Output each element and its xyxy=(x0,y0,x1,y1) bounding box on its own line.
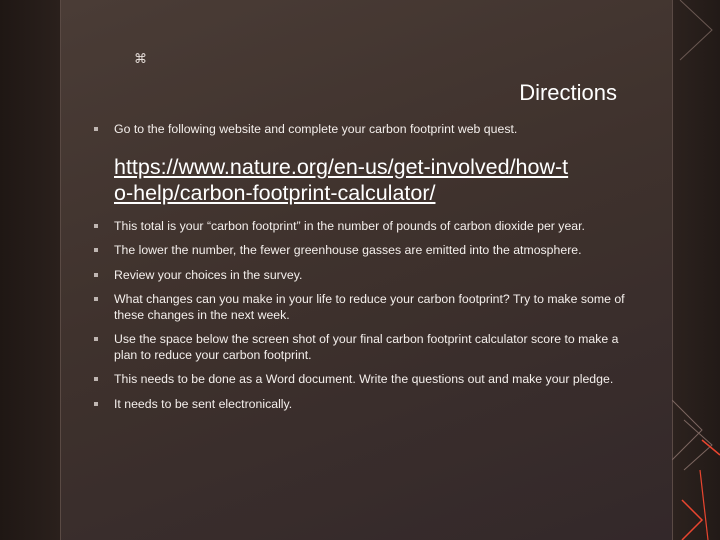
list-item-text: What changes can you make in your life to reduce your carbon footprint? Try to make some of these changes in the next week. xyxy=(114,292,625,322)
slide-title: Directions xyxy=(519,80,617,105)
decorative-chevrons xyxy=(672,0,720,540)
list-item-text: This total is your “carbon footprint” in the number of pounds of carbon dioxide per year. xyxy=(114,218,585,233)
list-item xyxy=(92,292,629,323)
list-item xyxy=(92,219,632,235)
list-item xyxy=(92,332,629,363)
bullet-icon xyxy=(94,402,98,406)
bullet-icon xyxy=(94,248,98,252)
list-item xyxy=(92,268,632,284)
list-item-text: This needs to be done as a Word document. Write the questions out and make your pledge. xyxy=(114,372,614,386)
bullet-icon xyxy=(94,224,98,228)
list-item xyxy=(92,372,629,388)
background-left xyxy=(0,0,60,540)
list-item-text: It needs to be sent electronically. xyxy=(114,396,293,411)
list-item-text: Use the space below the screen shot of your final carbon footprint calculator score to make a plan to reduce your carbon footprint. xyxy=(114,332,619,362)
list-item-text: Review your choices in the survey. xyxy=(114,267,303,282)
bullet-list xyxy=(92,122,632,412)
calculator-link[interactable]: https://www.nature.org/en-us/get-involved/how-to-help/carbon-footprint-calculator/ xyxy=(114,154,569,205)
list-item-text: The lower the number, the fewer greenhouse gasses are emitted into the atmosphere. xyxy=(114,243,582,257)
bullet-icon xyxy=(94,127,98,131)
list-item-text: Go to the following website and complete your carbon footprint web quest. xyxy=(114,122,518,136)
bullet-icon xyxy=(94,377,98,381)
bullet-icon xyxy=(94,297,98,301)
command-key-icon: ⌘ xyxy=(134,52,147,67)
list-item xyxy=(92,243,632,259)
list-item xyxy=(92,397,632,413)
bullet-icon xyxy=(94,273,98,277)
bullet-icon xyxy=(94,337,98,341)
list-item xyxy=(92,122,632,138)
